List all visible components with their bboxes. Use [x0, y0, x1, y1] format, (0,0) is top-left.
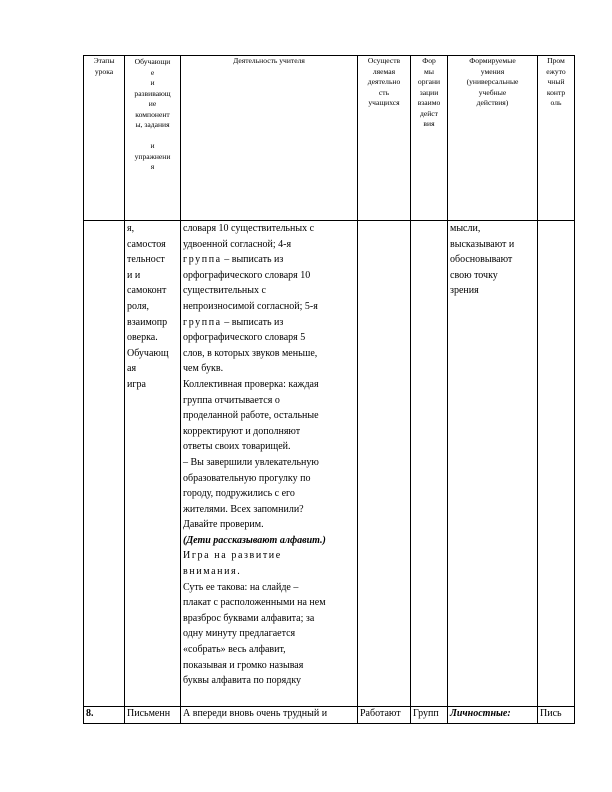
cell-control: Пись	[538, 707, 575, 724]
text-line: орфографического словаря 5	[183, 332, 306, 344]
teacher-text-group-5	[183, 315, 355, 331]
text-line: одну минуту предлагается	[183, 628, 296, 640]
text-line: Обучающ	[127, 347, 169, 359]
text-line: слов, в которых звуков меньше,	[183, 347, 318, 359]
cell-students: Работают	[358, 707, 411, 724]
text-line: жителями. Всех запомнили?	[183, 503, 304, 515]
text-line: словаря 10 существительных с	[183, 223, 315, 234]
header-components	[125, 56, 181, 221]
text-line: Коллективная проверка: каждая	[183, 378, 319, 390]
group-word: группа	[183, 254, 222, 266]
cell-skills: Личностные:	[448, 707, 538, 724]
text-line: роля,	[127, 300, 149, 312]
text-line: упражнени	[134, 151, 171, 161]
text-line: ие	[148, 99, 157, 108]
teacher-text-a	[183, 221, 355, 252]
text-line: и	[150, 141, 155, 150]
text-line: высказывают и	[450, 238, 515, 250]
header-students	[358, 56, 411, 221]
text-line: городу, подружились с его	[183, 488, 295, 500]
text-line: развивающ	[134, 88, 171, 98]
cell-forms: Групп	[411, 707, 448, 724]
text-line: действия)	[476, 98, 509, 107]
text-line: обосновывают	[450, 254, 513, 266]
text-line: мы	[424, 66, 434, 76]
cell-components	[125, 221, 181, 707]
text-line: – Вы завершили увлекательную	[183, 456, 319, 468]
text-line: зации	[419, 87, 439, 97]
teacher-line: существительных с	[183, 285, 266, 297]
text-line: учебные	[478, 87, 507, 97]
text-line	[127, 131, 178, 142]
text-line: взаимо	[417, 98, 441, 107]
text-line: оль	[550, 98, 562, 107]
text-line: тельност	[127, 254, 165, 266]
teacher-line: орфографического словаря 10	[183, 269, 311, 281]
text-line: «собрать» весь алфавит,	[183, 644, 286, 656]
header-teacher: Деятельность учителя	[181, 56, 358, 221]
text-line: проделанной работе, остальные	[183, 410, 319, 422]
header-forms	[411, 56, 448, 221]
text-line: ответы своих товарищей.	[183, 441, 291, 453]
text-line: деятельно	[367, 77, 401, 86]
text-line: зрения	[450, 285, 479, 297]
teacher-line: непроизносимой согласной; 5-я	[183, 300, 318, 312]
text-line: дейст	[420, 108, 438, 118]
text-line: вия	[423, 119, 435, 128]
group-word: группа	[183, 316, 222, 328]
text-line: Фор	[422, 56, 436, 65]
text-line: плакат с расположенными на нем	[183, 597, 326, 609]
text-line: игра	[127, 378, 146, 390]
text-line: Осуществ	[367, 56, 401, 65]
cell-stage	[84, 221, 125, 707]
text-line: группа отчитывается о	[183, 394, 280, 406]
text-line: свою точку	[450, 269, 498, 281]
text-line: контр	[546, 87, 566, 97]
cell-control	[538, 221, 575, 707]
teacher-text-group-4	[183, 252, 355, 268]
text-line: ы, задания	[135, 120, 170, 129]
teacher-line: – выписать из	[224, 254, 284, 266]
table-row	[84, 707, 575, 724]
text-line: ежуто	[546, 66, 566, 76]
teacher-text-d	[183, 580, 355, 689]
text-line: ляемая	[372, 66, 396, 76]
text-line: Суть ее такова: на слайде –	[183, 581, 299, 593]
teacher-text-c	[183, 330, 355, 533]
lesson-plan-table	[83, 55, 575, 724]
text-line: е	[150, 67, 155, 77]
text-line: сть	[378, 87, 390, 97]
table-row	[84, 221, 575, 707]
text-line: я	[150, 162, 155, 171]
text-line: удвоенной согласной; 4-я	[183, 238, 292, 250]
text-line: самостоя	[127, 238, 166, 250]
text-line: образовательную прогулку по	[183, 472, 311, 484]
text-line: буквы алфавита по порядку	[183, 675, 302, 687]
text-line: Обучающи	[134, 57, 171, 66]
cell-teacher	[181, 221, 358, 707]
text-line: и и	[127, 269, 141, 281]
text-line: самоконт	[127, 285, 167, 297]
cell-forms	[411, 221, 448, 707]
header-skills	[448, 56, 538, 221]
text-line: Формируемые	[469, 56, 516, 65]
text-line: чем букв.	[183, 363, 224, 375]
text-line: умения	[480, 66, 505, 76]
text-line: внимания.	[183, 566, 242, 578]
text-line: оверка.	[127, 332, 158, 344]
text-line: мысли,	[450, 223, 481, 234]
teacher-italic-note: (Дети рассказывают алфавит.)	[183, 534, 326, 546]
cell-components: Письменн	[125, 707, 181, 724]
cell-teacher: А впереди вновь очень трудный и	[181, 707, 358, 724]
text-line: Игра на развитие	[183, 550, 282, 562]
text-line: Пром	[547, 56, 565, 65]
table-header-row	[84, 56, 575, 221]
text-line: вразброс буквами алфавита; за	[183, 612, 315, 624]
teacher-line: – выписать из	[224, 316, 284, 328]
text-line: органи	[417, 77, 441, 86]
game-title	[183, 548, 355, 579]
text-line: и	[150, 78, 155, 87]
cell-skills	[448, 221, 538, 707]
text-line: чный	[547, 77, 565, 86]
cell-stage-number: 8.	[84, 707, 125, 724]
text-line: (универсальные	[466, 77, 519, 86]
text-line: взаимопр	[127, 316, 168, 328]
text-line: Давайте проверим.	[183, 519, 264, 531]
text-line: компонент	[135, 109, 170, 119]
text-line: я,	[127, 223, 135, 234]
text-line: ая	[127, 363, 137, 375]
header-control	[538, 56, 575, 221]
header-stages: Этапы урока	[84, 56, 125, 221]
text-line: показывая и громко называя	[183, 659, 304, 671]
cell-students	[358, 221, 411, 707]
text-line: корректируют и дополняют	[183, 425, 301, 437]
text-line: учащихся	[368, 98, 400, 107]
